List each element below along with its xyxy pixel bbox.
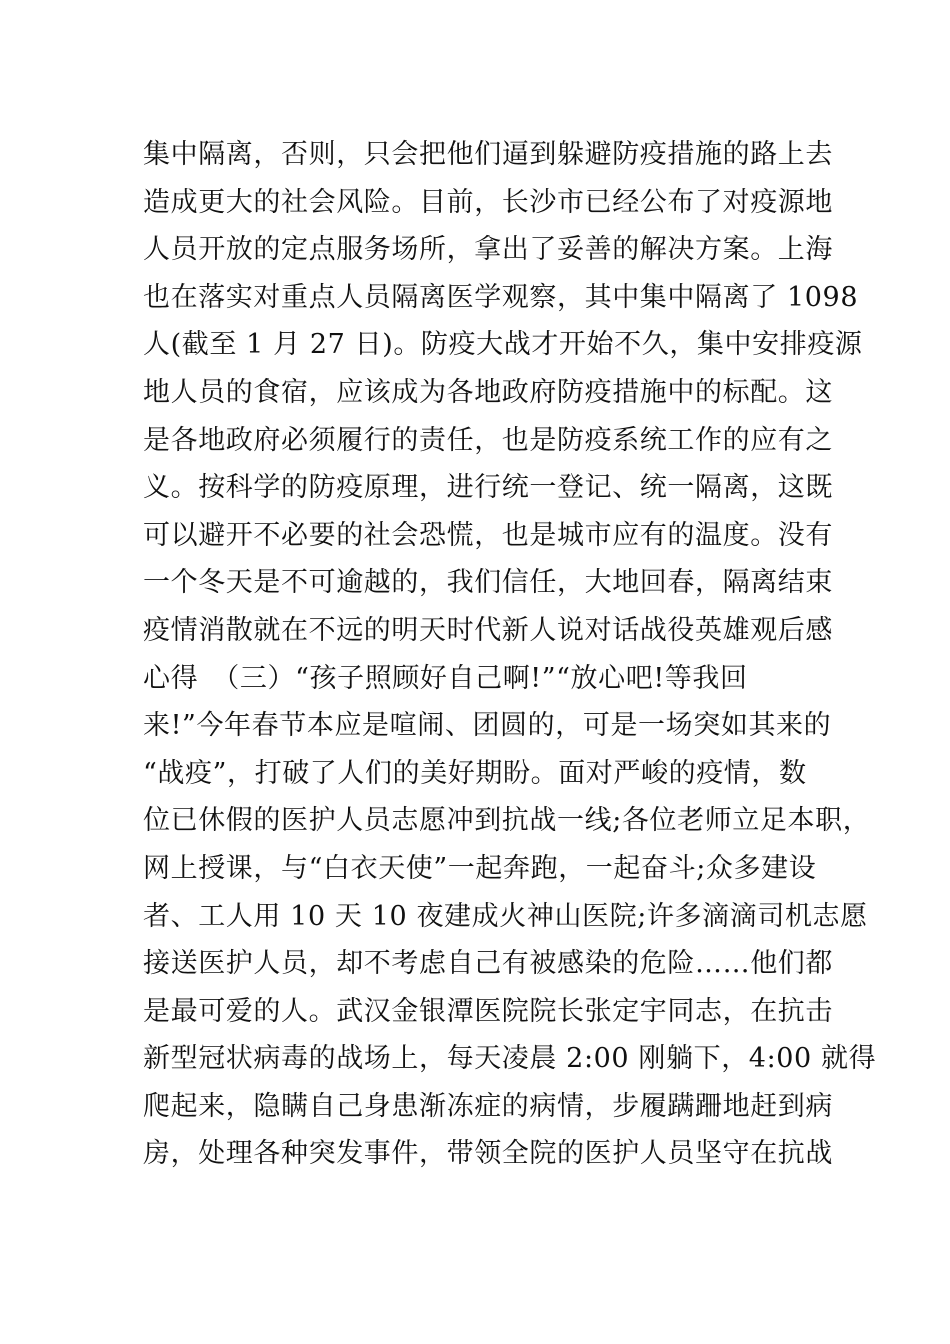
text-line: 一个冬天是不可逾越的，我们信任，大地回春，隔离结束 [143, 567, 833, 599]
text-line: 爬起来，隐瞒自己身患渐冻症的病情，步履蹒跚地赶到病 [143, 1090, 833, 1122]
text-line: 集中隔离，否则，只会把他们逼到躲避防疫措施的路上去 [143, 139, 833, 170]
body-text [143, 131, 877, 1178]
text-line: 心得 （三）“孩子照顾好自己啊!”“放心吧!等我回 [143, 662, 748, 694]
text-line: 义。按科学的防疫原理，进行统一登记、统一隔离，这既 [143, 472, 833, 504]
text-line: 也在落实对重点人员隔离医学观察，其中集中隔离了 1098 [143, 281, 859, 313]
text-line: 造成更大的社会风险。目前，长沙市已经公布了对疫源地 [143, 186, 833, 218]
text-line: 来!”今年春节本应是喧闹、团圆的，可是一场突如其来的 [143, 710, 832, 742]
text-line: 位已休假的医护人员志愿冲到抗战一线;各位老师立足本职， [143, 805, 871, 837]
text-line: 者、工人用 10 天 10 夜建成火神山医院;许多滴滴司机志愿 [143, 900, 868, 932]
text-line: 地人员的食宿，应该成为各地政府防疫措施中的标配。这 [143, 376, 833, 408]
text-line: 疫情消散就在不远的明天时代新人说对话战役英雄观后感 [143, 614, 833, 646]
text-line: 是最可爱的人。武汉金银潭医院院长张定宇同志，在抗击 [143, 995, 833, 1027]
text-line: 人(截至 1 月 27 日)。防疫大战才开始不久，集中安排疫源 [143, 329, 863, 361]
text-line: 房，处理各种突发事件，带领全院的医护人员坚守在抗战 [143, 1138, 833, 1170]
text-line: 可以避开不必要的社会恐慌，也是城市应有的温度。没有 [143, 519, 833, 551]
text-line: 新型冠状病毒的战场上，每天凌晨 2:00 刚躺下，4:00 就得 [143, 1043, 877, 1075]
text-line: 接送医护人员，却不考虑自己有被感染的危险……他们都 [143, 948, 833, 980]
text-line: “战疫”，打破了人们的美好期盼。面对严峻的疫情，数 [143, 757, 807, 789]
text-line: 是各地政府必须履行的责任，也是防疫系统工作的应有之 [143, 424, 833, 456]
text-line: 人员开放的定点服务场所，拿出了妥善的解决方案。上海 [143, 234, 833, 266]
text-line: 网上授课，与“白衣天使”一起奔跑，一起奋斗;众多建设 [143, 852, 817, 884]
